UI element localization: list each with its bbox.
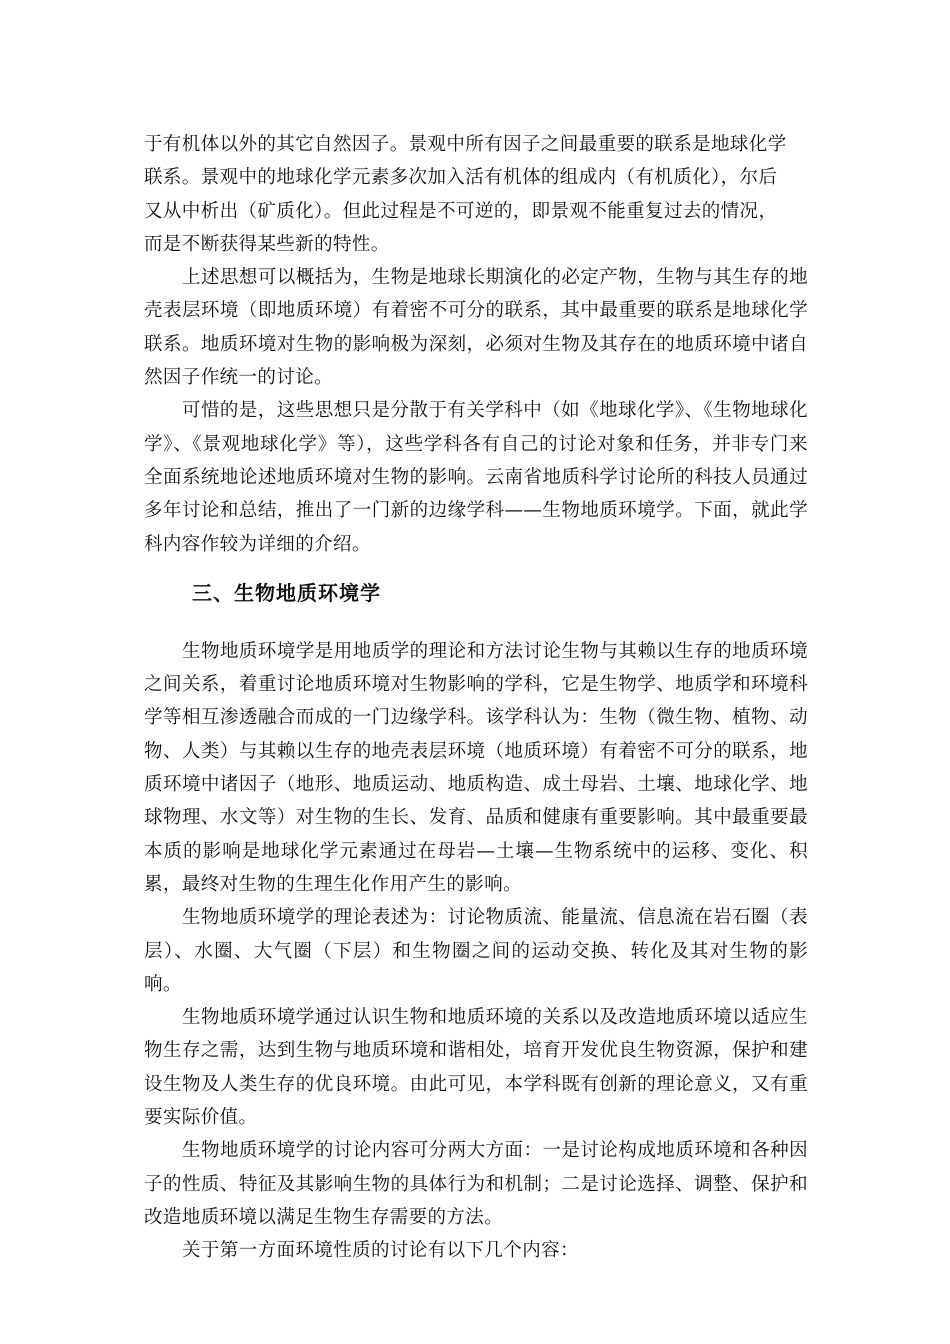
paragraph-summary: 上述思想可以概括为，生物是地球长期演化的必定产物，生物与其生存的地壳表层环境（即地质环境）有着密不可分的联系，其中最重要的联系是地球化学联系。地质环境对生物的影响极为深刻，必须对生物及其存在的地质环境中诸自然因子作统一的讨论。 [144, 267, 808, 389]
paragraph-theory: 生物地质环境学的理论表述为：讨论物质流、能量流、信息流在岩石圈（表层）、水圈、大气圈（下层）和生物圈之间的运动交换、转化及其对生物的影响。 [144, 907, 808, 995]
paragraph-line: 而是不断获得某些新的特性。 [144, 233, 390, 255]
section-heading: 三、生物地质环境学 [192, 580, 381, 605]
paragraph-line: 联系。景观中的地球化学元素多次加入活有机体的组成内（有机质化），尔后 [144, 167, 778, 189]
paragraph-definition: 生物地质环境学是用地质学的理论和方法讨论生物与其赖以生存的地质环境之间关系，着重讨论地质环境对生物影响的学科，它是生物学、地质学和环境科学等相互渗透融合而成的一门边缘学科。该学科认为：生物（微生物、植物、动物、人类）与其赖以生存的地壳表层环境（地质环境）有着密不可分的联系，地质环境中诸因子（地形、地质运动、地质构造、成土母岩、土壤、地球化学、地球物理、水文等）对生物的生长、发育、品质和健康有重要影响。其中最重要最本质的影响是地球化学元素通过在母岩—土壤—生物系统中的运移、变化、积累，最终对生物的生理生化作用产生的影响。 [144, 640, 808, 895]
paragraph-continued [144, 128, 808, 261]
paragraph-research-content: 生物地质环境学的讨论内容可分两大方面：一是讨论构成地质环境和各种因子的性质、特征及其影响生物的具体行为和机制；二是讨论选择、调整、保护和改造地质环境以满足生物生存需要的方法。 [144, 1140, 808, 1228]
paragraph-related-disciplines: 可惜的是，这些思想只是分散于有关学科中（如《地球化学》、《生物地球化学》、《景观地球化学》等），这些学科各有自己的讨论对象和任务，并非专门来全面系统地论述地质环境对生物的影响。云南省地质科学讨论所的科技人员通过多年讨论和总结，推出了一门新的边缘学科——生物地质环境学。下面，就此学科内容作较为详细的介绍。 [144, 400, 808, 555]
paragraph-significance: 生物地质环境学通过认识生物和地质环境的关系以及改造地质环境以适应生物生存之需，达到生物与地质环境和谐相处，培育开发优良生物资源，保护和建设生物及人类生存的优良环境。由此可见，本学科既有创新的理论意义，又有重要实际价值。 [144, 1007, 808, 1129]
paragraph-first-aspect: 关于第一方面环境性质的讨论有以下几个内容： [182, 1240, 579, 1262]
paragraph-line: 于有机体以外的其它自然因子。景观中所有因子之间最重要的联系是地球化学 [144, 134, 787, 155]
paragraph-line: 又从中析出（矿质化）。但此过程是不可逆的，即景观不能重复过去的情况， [144, 200, 778, 222]
document-body [144, 128, 808, 1268]
